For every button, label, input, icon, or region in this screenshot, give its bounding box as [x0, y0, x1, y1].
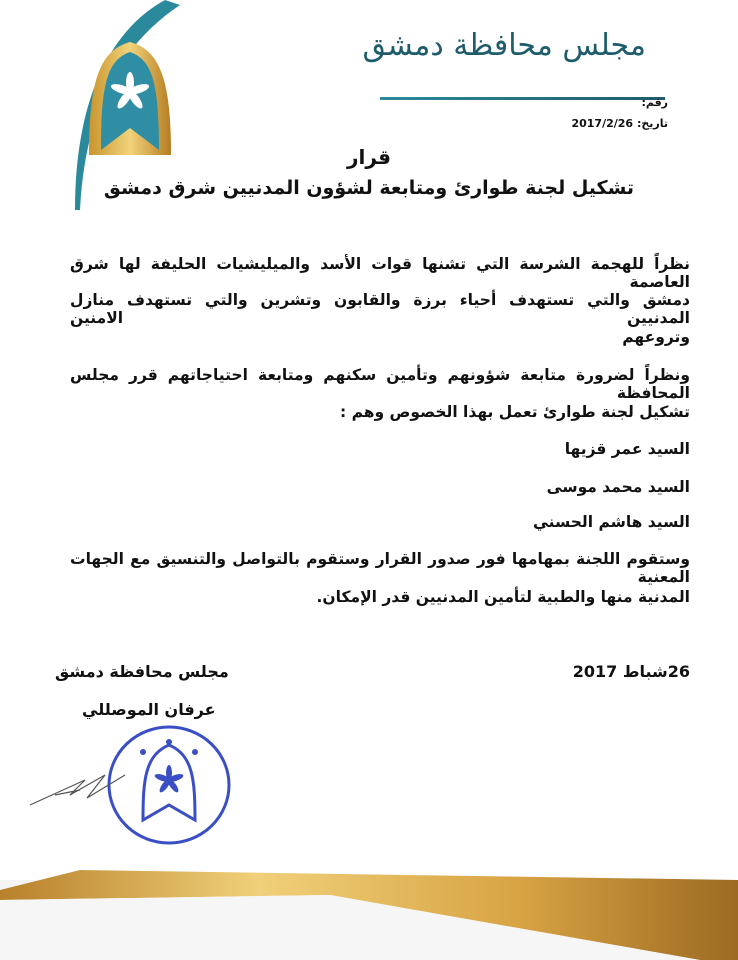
number-field [641, 96, 668, 109]
body-line: ونظراً لضرورة متابعة شؤونهم وتأمين سكنهم ومتابعة احتياجاتهم قرر مجلس المحافظة [70, 366, 690, 402]
committee-member: السيد محمد موسى [546, 478, 690, 496]
committee-member: السيد هاشم الحسني [532, 513, 690, 531]
council-emblem-icon [85, 40, 175, 160]
number-label: رقم: [641, 96, 668, 109]
footer-decoration [0, 860, 738, 960]
signatory-name: عرفان الموصللي [82, 700, 216, 719]
org-name-header: مجلس محافظة دمشق [362, 28, 646, 63]
body-line: وتروعهم [622, 328, 690, 346]
committee-member: السيد عمر قزيها [564, 440, 690, 458]
signature-org: مجلس محافظة دمشق [55, 662, 229, 681]
signature-date: 26شباط 2017 [572, 662, 690, 681]
document-subject: تشكيل لجنة طوارئ ومتابعة لشؤون المدنيين شرق دمشق [103, 177, 635, 199]
document-heading: قرار [347, 145, 391, 169]
body-line: المدنية منها والطبية لتأمين المدنيين قدر الإمكان. [316, 588, 690, 606]
official-stamp-icon [25, 720, 235, 850]
body-line: دمشق والتي تستهدف أحياء برزة والقابون وتشرين والتي تستهدف منازل المدنيين الامنين [70, 291, 690, 327]
body-line: تشكيل لجنة طوارئ تعمل بهذا الخصوص وهم : [339, 403, 690, 421]
body-line: وستقوم اللجنة بمهامها فور صدور القرار وستقوم بالتواصل والتنسيق مع الجهات المعنية [70, 550, 690, 586]
body-line: نظراً للهجمة الشرسة التي تشنها قوات الأسد والميليشيات الحليفة لها شرق العاصمة [70, 255, 690, 291]
date-field [571, 117, 668, 130]
date-label: تاريخ: [636, 117, 668, 130]
date-value: 2017/2/26 [571, 117, 634, 130]
header-divider [380, 97, 665, 100]
